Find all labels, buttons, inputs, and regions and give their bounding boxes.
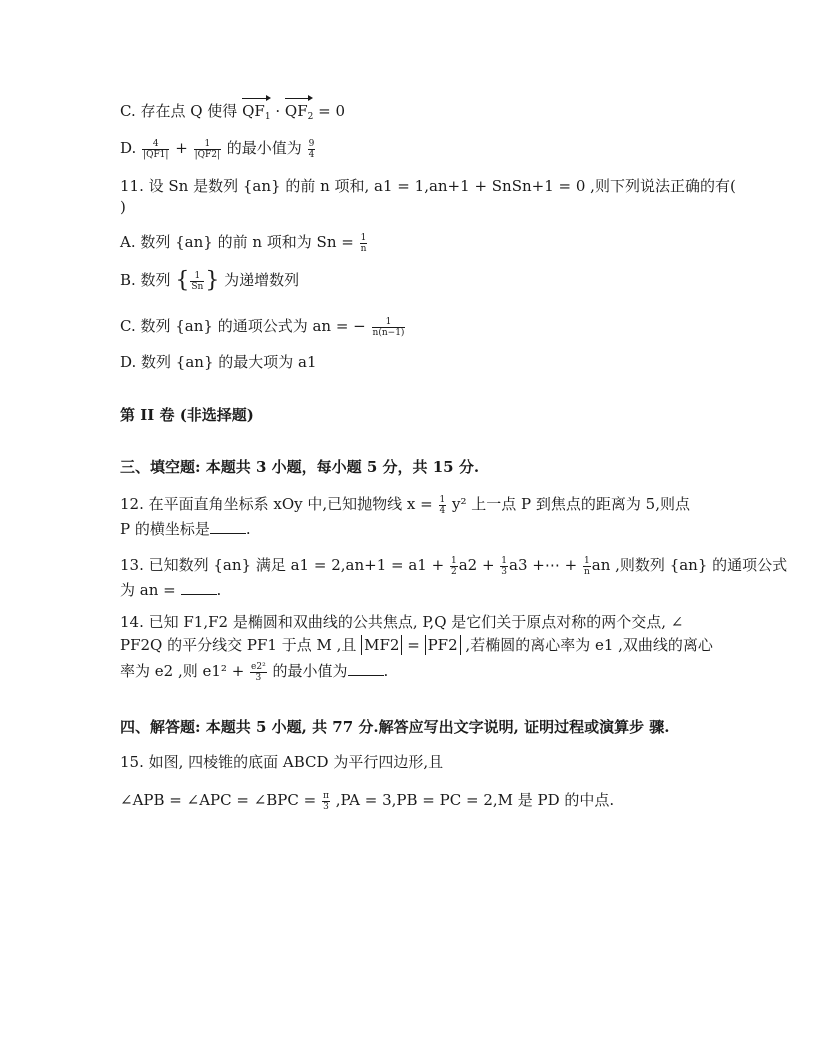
question-14-line-2 bbox=[120, 635, 713, 655]
part-2-title: 第 II 卷 (非选择题) bbox=[120, 406, 254, 424]
section-4-title: 四、解答题: 本题共 5 小题, 共 77 分.解答应写出文字说明, 证明过程或演算步 骤. bbox=[120, 718, 670, 736]
abs-mf2: MF2 bbox=[361, 635, 402, 655]
vector-qf2: $QF_2$ bbox=[285, 101, 313, 127]
fraction: $\frac{1}{n(n-1)}$ bbox=[372, 316, 405, 338]
option-c-q10 bbox=[120, 101, 345, 127]
fraction: $\frac{\text{e2²}}{3}$ bbox=[251, 661, 266, 683]
term: an ,则数列 {an} 的通项公式 bbox=[591, 556, 788, 574]
fraction: $\frac{1}{n}$ bbox=[583, 555, 590, 577]
answer-blank bbox=[210, 519, 246, 534]
question-text: PF2Q 的平分线交 PF1 于点 M ,且 bbox=[120, 636, 357, 654]
question-14-line-3 bbox=[120, 661, 388, 683]
option-text: A. 数列 {an} 的前 n 项和为 Sn = bbox=[120, 233, 354, 251]
period: . bbox=[245, 520, 251, 538]
option-a-q11 bbox=[120, 232, 368, 254]
fraction: $\frac{1}{|QF2|}$ bbox=[194, 138, 221, 160]
option-text: C. 存在点 Q 使得 bbox=[120, 102, 243, 120]
option-tail: = 0 bbox=[318, 102, 346, 120]
option-text: B. 数列 bbox=[120, 271, 171, 289]
question-11-paren: ) bbox=[120, 198, 126, 216]
option-tail: 为递增数列 bbox=[224, 271, 300, 289]
question-text: ,PA = 3,PB = PC = 2,M 是 PD 的中点. bbox=[335, 791, 615, 809]
term: a2 + bbox=[458, 556, 495, 574]
right-brace: } bbox=[205, 268, 220, 293]
period: . bbox=[216, 581, 222, 599]
question-text: ∠APB = ∠APC = ∠BPC = bbox=[120, 791, 317, 809]
plus-sign: + bbox=[175, 139, 188, 157]
equals-sign: = bbox=[407, 636, 420, 654]
left-brace: { bbox=[175, 268, 190, 293]
fraction: $\frac{4}{|QF1|}$ bbox=[143, 138, 169, 160]
question-11-stem: 11. 设 Sn 是数列 {an} 的前 n 项和, a1 = 1,an+1 + SnSn+1 = 0 ,则下列说法正确的有( bbox=[120, 177, 736, 195]
option-b-q11 bbox=[120, 270, 299, 292]
option-label: D. bbox=[120, 139, 142, 157]
question-12 bbox=[120, 494, 690, 516]
section-3-title: 三、填空题: 本题共 3 小题，每小题 5 分，共 15 分. bbox=[120, 458, 480, 476]
option-text: C. 数列 {an} 的通项公式为 an = − bbox=[120, 317, 366, 335]
question-text: 13. 已知数列 {an} 满足 a1 = 2,an+1 = a1 + bbox=[120, 556, 445, 574]
fraction: $\frac{1}{n}$ bbox=[360, 232, 367, 254]
abs-pf2: PF2 bbox=[425, 635, 461, 655]
question-12-line-2 bbox=[120, 519, 251, 539]
vector-qf1: $QF_1$ bbox=[242, 101, 270, 127]
question-15-line-1: 15. 如图, 四棱锥的底面 ABCD 为平行四边形,且 bbox=[120, 753, 444, 771]
fraction: $\frac{\pi}{3}$ bbox=[322, 790, 329, 812]
dot-operator: · bbox=[275, 102, 281, 120]
fraction: $\frac{1}{Sn}$ bbox=[191, 270, 204, 292]
question-text: 为 an = bbox=[120, 581, 176, 599]
option-c-q11 bbox=[120, 316, 406, 338]
question-text: 率为 e2 ,则 e1² + bbox=[120, 662, 245, 680]
fraction: $\frac{1}{3}$ bbox=[501, 555, 508, 577]
option-d-q10 bbox=[120, 138, 316, 160]
option-text: 的最小值为 bbox=[226, 139, 302, 157]
answer-blank bbox=[348, 661, 384, 676]
term: a3 +⋯ + bbox=[509, 556, 578, 574]
answer-blank bbox=[181, 580, 217, 595]
question-text: 的最小值为 bbox=[272, 662, 348, 680]
question-14-line-1: 14. 已知 F1,F2 是椭圆和双曲线的公共焦点, P,Q 是它们关于原点对称的两个交点, ∠ bbox=[120, 613, 684, 631]
fraction: $\frac{9}{4}$ bbox=[308, 138, 315, 160]
question-text: P 的横坐标是 bbox=[120, 520, 210, 538]
option-d-q11: D. 数列 {an} 的最大项为 a1 bbox=[120, 353, 317, 371]
fraction: $\frac{1}{4}$ bbox=[439, 494, 446, 516]
question-text: ,若椭圆的离心率为 e1 ,双曲线的离心 bbox=[465, 636, 713, 654]
question-15-line-2 bbox=[120, 790, 614, 812]
period: . bbox=[383, 662, 389, 680]
question-text: y² 上一点 P 到焦点的距离为 5,则点 bbox=[452, 495, 690, 513]
fraction: $\frac{1}{2}$ bbox=[450, 555, 457, 577]
question-13-line-2 bbox=[120, 580, 221, 600]
question-13 bbox=[120, 555, 787, 577]
question-text: 12. 在平面直角坐标系 xOy 中,已知抛物线 x = bbox=[120, 495, 433, 513]
